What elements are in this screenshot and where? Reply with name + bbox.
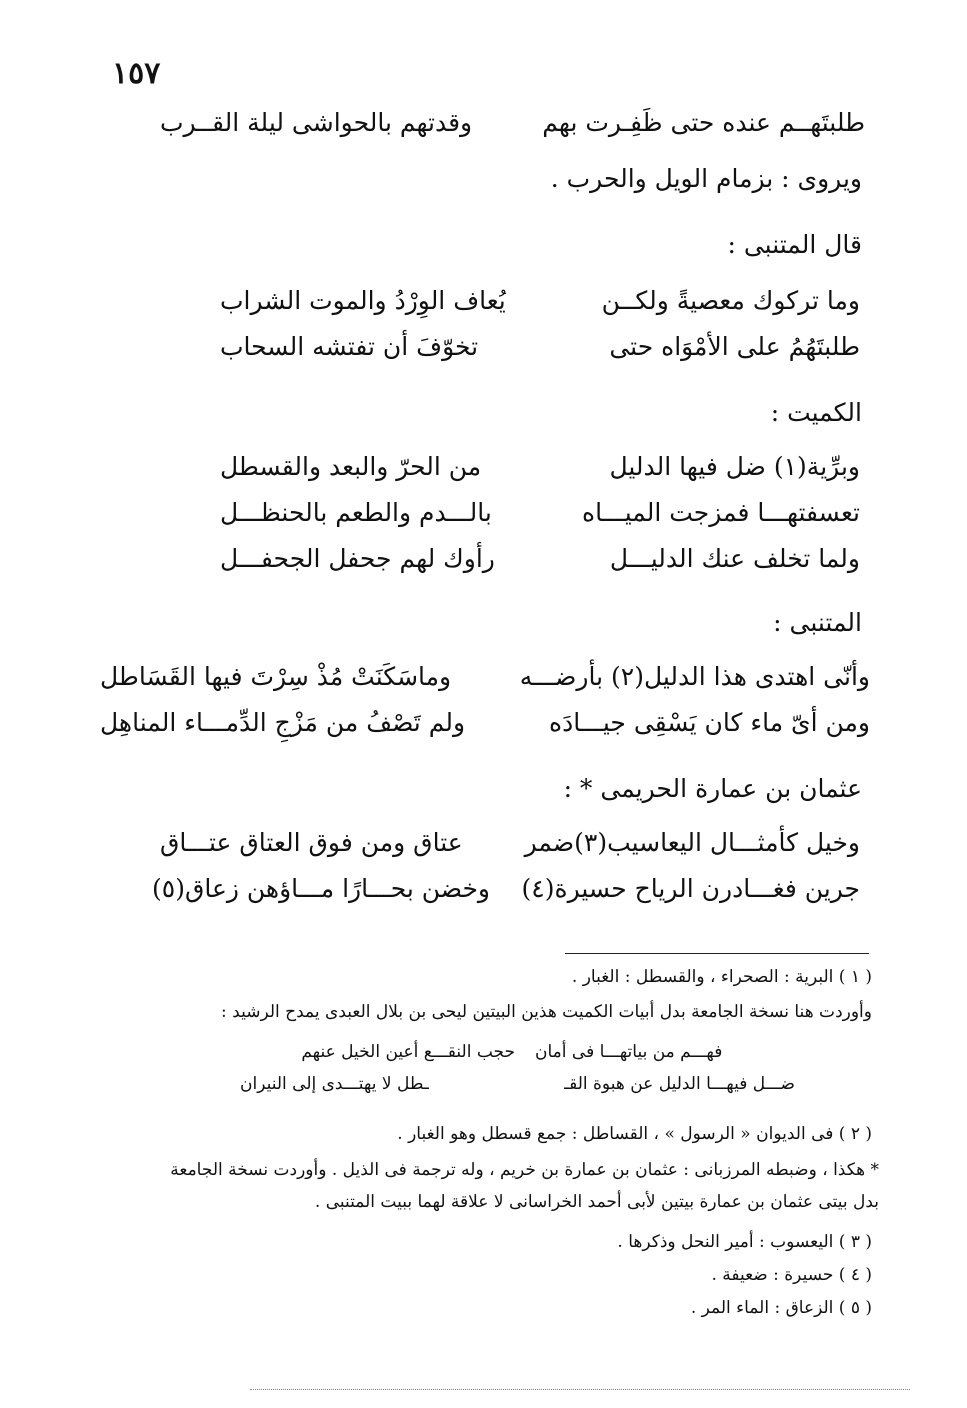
verse-hemistich-left: ولم تَصْفُ من مَزْجِ الدِّمـــاء المناهِل (100, 708, 466, 737)
verse-line (220, 332, 860, 361)
verse-hemistich-right: طلبتَهُمُ على الأمْوَاه حتى (609, 332, 860, 361)
verse-line (151, 874, 860, 903)
verse-line (100, 662, 870, 691)
verse-hemistich-left: وقدتهم بالحواشى ليلة القــرب (160, 108, 473, 137)
verse-hemistich-left: تخوّفَ أن تفتشه السحاب (220, 332, 479, 361)
verse-line (220, 544, 860, 573)
poet-heading: عثمان بن عمارة الحريمى * : (563, 774, 862, 803)
verse-hemistich-left: عتاق ومن فوق العتاق عتـــاق (160, 828, 463, 857)
footnote-hemistich-right: ضـــل فيهـــا الدليل عن هبوة القـ (564, 1074, 795, 1094)
variant-reading: ويروى : بزمام الويل والحرب . (550, 164, 862, 193)
footnote-hemistich-right: حجب النقـــع أعين الخيل عنهم (301, 1042, 515, 1062)
verse-hemistich-left: وخضن بحـــارًا مـــاؤهن زعاق(٥) (151, 874, 490, 903)
footnote: ( ٤ ) حسيرة : ضعيفة . (711, 1265, 872, 1285)
verse-hemistich-left: بالـــدم والطعم بالحنظـــل (220, 498, 492, 527)
verse-hemistich-left: من الحرّ والبعد والقسطل (220, 452, 482, 481)
footnote-verse-line (240, 1074, 795, 1094)
verse-hemistich-right: وما تركوك معصيةً ولكــن (601, 286, 860, 315)
footnote-hemistich-left: فهـــم من بياتهـــا فى أمان (535, 1042, 723, 1062)
footnote-text: وأوردت هنا نسخة الجامعة بدل أبيات الكميت هذين البيتين ليحى بن بلال العبدى يمدح الرشيد : (221, 1002, 872, 1022)
verse-hemistich-right: طلبتَهــم عنده حتى ظَفِـرت بهم (542, 108, 865, 137)
verse-line (160, 108, 865, 137)
verse-line (160, 828, 860, 857)
poet-heading: الكميت : (770, 398, 862, 427)
verse-line (220, 498, 860, 527)
footnote-star-line: بدل بيتى عثمان بن عمارة بيتين لأبى أحمد الخراسانى لا علاقة لهما ببيت المتنبى . (314, 1192, 879, 1212)
footnote: ( ٣ ) اليعسوب : أمير النحل وذكرها . (617, 1232, 872, 1252)
verse-hemistich-right: جرين فغـــادرن الرياح حسيرة(٤) (521, 874, 860, 903)
footnote-verse-line (240, 1042, 795, 1062)
verse-line (220, 286, 860, 315)
verse-line (100, 708, 870, 737)
verse-hemistich-left: وماسَكَنَتْ مُذْ سِرْتَ فيها القَسَاطل (100, 662, 452, 691)
poet-heading: قال المتنبى : (727, 230, 862, 259)
footnote-divider (565, 953, 869, 954)
verse-hemistich-left: يُعاف الوِرْدُ والموت الشراب (220, 286, 506, 315)
verse-hemistich-right: تعسفتهـــا فمزجت الميـــاه (582, 498, 860, 527)
footnote-star-line: * هكذا ، وضبطه المرزبانى : عثمان بن عمارة بن خريم ، وله ترجمة فى الذيل . وأوردت نسخة الجامعة (170, 1160, 879, 1180)
footnote: ( ٢ ) فى الديوان « الرسول » ، القساطل : جمع قسطل وهو الغبار . (397, 1124, 872, 1144)
footnote: ( ١ ) البرية : الصحراء ، والقسطل : الغبار . (571, 967, 872, 987)
verse-hemistich-left: رأوك لهم جحفل الجحفـــل (220, 544, 495, 573)
footnote: ( ٥ ) الزعاق : الماء المر . (690, 1298, 872, 1318)
page-bottom-edge (250, 1389, 910, 1390)
verse-hemistich-right: وخيل كأمثـــال اليعاسيب(٣)ضمر (524, 828, 860, 857)
verse-hemistich-right: ومن أىّ ماء كان يَسْقِى جيـــادَه (549, 708, 870, 737)
verse-hemistich-right: وأنّى اهتدى هذا الدليل(٢) بأرضـــه (519, 662, 870, 691)
page-number: ١٥٧ (112, 56, 161, 91)
poet-heading: المتنبى : (773, 608, 862, 637)
footnote-hemistich-left: ـطل لا يهتـــدى إلى النيران (240, 1074, 429, 1094)
verse-hemistich-right: ولما تخلف عنك الدليـــل (609, 544, 860, 573)
verse-hemistich-right: وبرِّية(١) ضل فيها الدليل (609, 452, 860, 481)
verse-line (220, 452, 860, 481)
